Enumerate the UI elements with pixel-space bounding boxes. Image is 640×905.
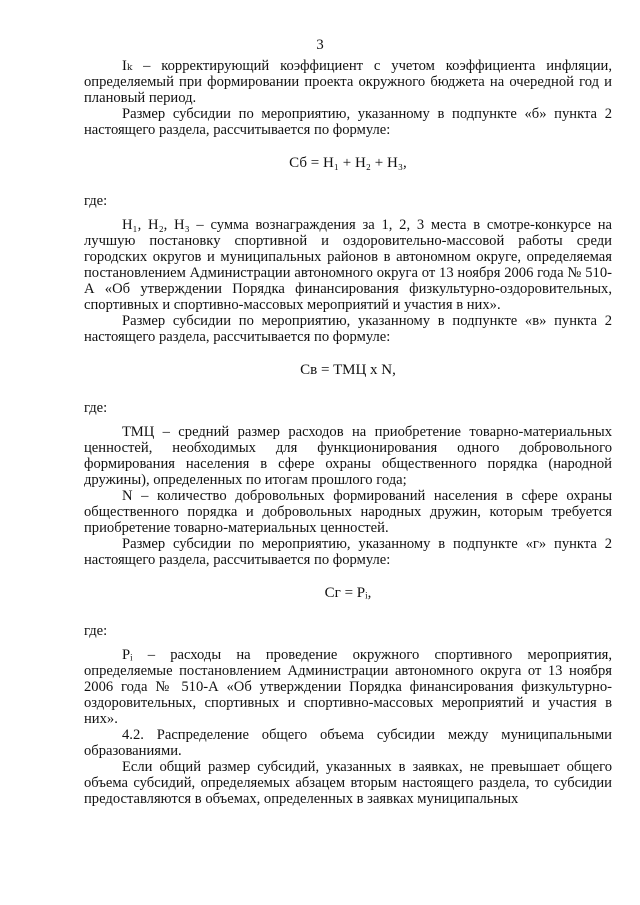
paragraph-n-definition: N – количество добровольных формирований населения в сфере охраны общественного порядка и добровольных народных дружин, которым требуется приобретение товарно-материальных ценностей.	[84, 488, 612, 536]
formula-g: Сг = Рᵢ,	[324, 585, 372, 601]
paragraph-tmc-definition: ТМЦ – средний размер расходов на приобретение товарно-материальных ценностей, необходимых для функционирования одного добровольного формирования населения в сфере охраны общественного порядка (народной дружины), определенных по итогам прошлого года;	[84, 424, 612, 488]
where-label-3: где:	[84, 623, 108, 639]
paragraph-pi-definition: Рᵢ – расходы на проведение окружного спортивного мероприятия, определяемые постановлением Администрации автономного округа от 13 ноября 2006 года № 510-А «Об утверждении Порядка финансирования физкультурно-оздоровительных, спортивных и спортивно-массовых мероприятий и участия в них».	[84, 647, 612, 727]
paragraph-subsidy-allocation: Если общий размер субсидий, указанных в заявках, не превышает общего объема субсидий, определяемых абзацем вторым настоящего раздела, то субсидии предоставляются в объемах, определенных в заявках муниципальных	[84, 759, 612, 807]
document-body	[84, 58, 612, 807]
where-label-2: где:	[84, 400, 108, 416]
page-number: 3	[316, 37, 324, 53]
paragraph-h-definition: Н₁, Н₂, Н₃ – сумма вознаграждения за 1, 2, 3 места в смотре-конкурсе на лучшую постановку спортивной и оздоровительно-массовой работы среди городских округов и муниципальных районов в автономном округе, определяемая постановлением Администрации автономного округа от 13 ноября 2006 года № 510-А «Об утверждении Порядка финансирования физкультурно-оздоровительных, спортивных и спортивно-массовых мероприятий и участия в них».	[84, 217, 612, 313]
formula-b: Сб = Н₁ + Н₂ + Н₃,	[289, 155, 407, 171]
paragraph-section-4-2: 4.2. Распределение общего объема субсидии между муниципальными образованиями.	[84, 727, 612, 759]
formula-v: Св = ТМЦ х N,	[300, 362, 396, 378]
paragraph-formula-g-intro: Размер субсидии по мероприятию, указанному в подпункте «г» пункта 2 настоящего раздела, рассчитывается по формуле:	[84, 536, 612, 568]
paragraph-ik-definition: Iₖ – корректирующий коэффициент с учетом коэффициента инфляции, определяемый при формировании проекта окружного бюджета на очередной год и плановый период.	[84, 58, 612, 106]
where-label-1: где:	[84, 193, 108, 209]
paragraph-formula-v-intro: Размер субсидии по мероприятию, указанному в подпункте «в» пункта 2 настоящего раздела, рассчитывается по формуле:	[84, 313, 612, 345]
paragraph-formula-b-intro: Размер субсидии по мероприятию, указанному в подпункте «б» пункта 2 настоящего раздела, рассчитывается по формуле:	[84, 106, 612, 138]
